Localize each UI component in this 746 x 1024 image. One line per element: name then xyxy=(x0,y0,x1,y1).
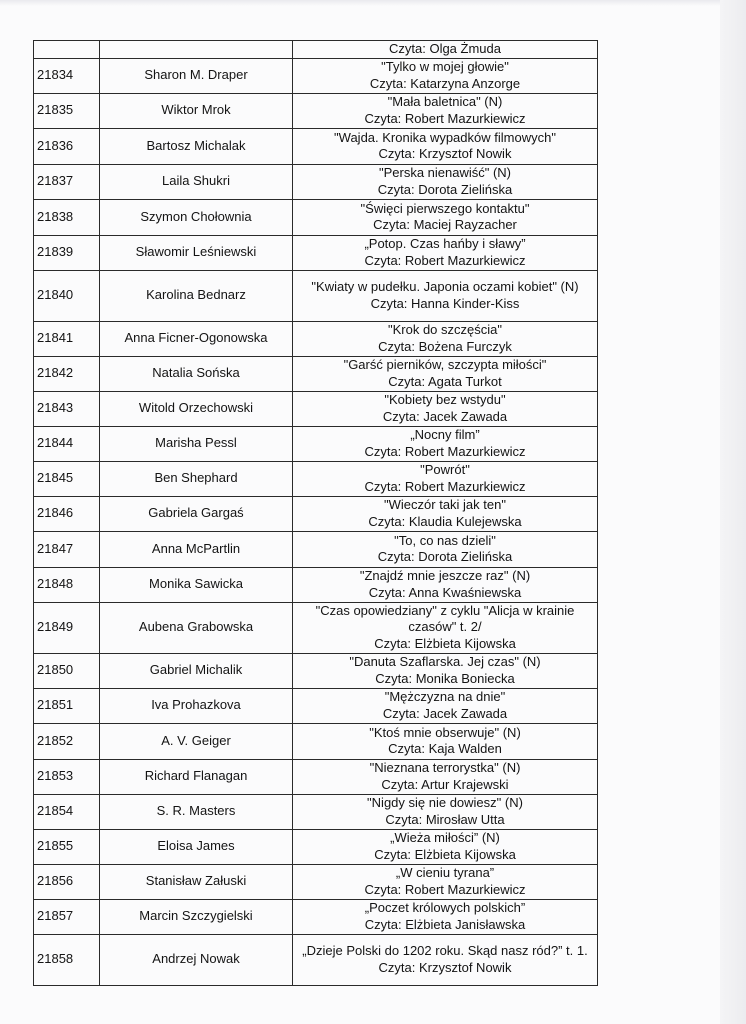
book-title: "Kobiety bez wstydu" xyxy=(384,392,506,407)
book-title: "Wieczór taki jak ten" xyxy=(384,497,506,512)
author-name: A. V. Geiger xyxy=(100,723,293,759)
title-cell xyxy=(293,653,598,688)
title-cell xyxy=(293,759,598,794)
author-name: Richard Flanagan xyxy=(100,759,293,794)
table-row xyxy=(34,235,598,270)
title-cell xyxy=(293,164,598,199)
reader-text: Czyta: Robert Mazurkiewicz xyxy=(364,252,526,268)
table-row xyxy=(34,759,598,794)
title-cell xyxy=(293,934,598,985)
reader-text: Czyta: Elżbieta Kijowska xyxy=(374,635,516,651)
reader-text: Czyta: Elżbieta Kijowska xyxy=(374,846,516,862)
book-title: "Święci pierwszego kontaktu" xyxy=(360,200,530,216)
table-row xyxy=(34,602,598,653)
reader-text: Czyta: Elżbieta Janisławska xyxy=(364,916,526,932)
author-name: Sławomir Leśniewski xyxy=(100,235,293,270)
table-row xyxy=(34,934,598,985)
reader-text: Czyta: Bożena Furczyk xyxy=(378,338,512,354)
catalog-number: 21856 xyxy=(34,864,100,899)
book-title: „Nocny film” xyxy=(410,427,480,442)
title-cell xyxy=(293,356,598,391)
table-row xyxy=(34,461,598,496)
catalog-number: 21844 xyxy=(34,426,100,461)
table-row xyxy=(34,128,598,164)
number-cell xyxy=(34,41,100,59)
table-row xyxy=(34,653,598,688)
table-row xyxy=(34,391,598,426)
catalog-number: 21854 xyxy=(34,794,100,829)
author-name: Witold Orzechowski xyxy=(100,391,293,426)
catalog-number: 21837 xyxy=(34,164,100,199)
book-title: "Wajda. Kronika wypadków filmowych" xyxy=(334,129,556,145)
book-title: "Mała baletnica" (N) xyxy=(387,94,503,109)
author-name: Anna McPartlin xyxy=(100,531,293,567)
title-cell xyxy=(293,58,598,93)
table-row xyxy=(34,426,598,461)
book-title: "Tylko w mojej głowie" xyxy=(381,59,509,74)
title-cell xyxy=(293,567,598,602)
catalog-number: 21850 xyxy=(34,653,100,688)
author-name: Marcin Szczygielski xyxy=(100,899,293,934)
author-name: Andrzej Nowak xyxy=(100,934,293,985)
author-name: Eloisa James xyxy=(100,829,293,864)
book-title: "To, co nas dzieli" xyxy=(394,532,496,548)
book-title: „Potop. Czas hańby i sławy” xyxy=(364,236,526,251)
catalog-number: 21843 xyxy=(34,391,100,426)
author-name: Marisha Pessl xyxy=(100,426,293,461)
book-title: "Powrót" xyxy=(420,462,470,477)
reader-text: Czyta: Olga Żmuda xyxy=(389,41,501,56)
reader-text: Czyta: Agata Turkot xyxy=(388,373,502,389)
author-cell xyxy=(100,41,293,59)
title-cell xyxy=(293,235,598,270)
catalog-number: 21852 xyxy=(34,723,100,759)
book-title: "Danuta Szaflarska. Jej czas" (N) xyxy=(349,654,541,669)
table-row xyxy=(34,356,598,391)
table-row xyxy=(34,164,598,199)
catalog-number: 21849 xyxy=(34,602,100,653)
table-row xyxy=(34,321,598,356)
book-title: "Mężczyzna na dnie" xyxy=(384,689,506,704)
title-cell xyxy=(293,864,598,899)
author-name: Monika Sawicka xyxy=(100,567,293,602)
author-name: Laila Shukri xyxy=(100,164,293,199)
catalog-number: 21857 xyxy=(34,899,100,934)
reader-text: Czyta: Jacek Zawada xyxy=(382,705,508,721)
author-name: Sharon M. Draper xyxy=(100,58,293,93)
book-title: "Nieznana terrorystka" (N) xyxy=(369,760,521,775)
author-name: Stanisław Załuski xyxy=(100,864,293,899)
book-title: „Poczet królowych polskich” xyxy=(364,900,526,915)
table-row xyxy=(34,899,598,934)
catalog-number: 21842 xyxy=(34,356,100,391)
author-name: Gabriela Gargaś xyxy=(100,496,293,531)
author-name: Iva Prohazkova xyxy=(100,688,293,723)
reader-text: Czyta: Mirosław Utta xyxy=(385,811,505,827)
reader-text: Czyta: Klaudia Kulejewska xyxy=(368,513,522,529)
reader-text: Czyta: Krzysztof Nowik xyxy=(378,146,512,161)
reader-text: Czyta: Robert Mazurkiewicz xyxy=(364,443,526,459)
author-name: S. R. Masters xyxy=(100,794,293,829)
reader-text: Czyta: Robert Mazurkiewicz xyxy=(364,110,526,126)
catalog-number: 21834 xyxy=(34,58,100,93)
author-name: Szymon Chołownia xyxy=(100,199,293,235)
reader-text: Czyta: Anna Kwaśniewska xyxy=(368,584,522,600)
table-row xyxy=(34,58,598,93)
title-cell xyxy=(293,93,598,128)
author-name: Ben Shephard xyxy=(100,461,293,496)
title-cell xyxy=(293,531,598,567)
author-name: Gabriel Michalik xyxy=(100,653,293,688)
catalog-number: 21839 xyxy=(34,235,100,270)
table-row xyxy=(34,864,598,899)
title-cell xyxy=(293,829,598,864)
reader-text: Czyta: Hanna Kinder-Kiss xyxy=(370,295,520,311)
title-cell xyxy=(293,391,598,426)
author-name: Natalia Sońska xyxy=(100,356,293,391)
catalog-number: 21848 xyxy=(34,567,100,602)
book-title: "Czas opowiedziany" z cyklu "Alicja w krainie czasów" t. 2/ xyxy=(315,602,575,635)
book-title: „Dzieje Polski do 1202 roku. Skąd nasz ród?” t. 1. xyxy=(302,943,588,958)
author-name: Anna Ficner-Ogonowska xyxy=(100,321,293,356)
book-title: "Perska nienawiść" (N) xyxy=(378,165,512,180)
table-row xyxy=(34,723,598,759)
title-cell xyxy=(293,723,598,759)
book-title: "Nigdy się nie dowiesz" (N) xyxy=(367,795,523,810)
table-row xyxy=(34,93,598,128)
catalog-number: 21853 xyxy=(34,759,100,794)
author-name: Wiktor Mrok xyxy=(100,93,293,128)
reader-text: Czyta: Dorota Zielińska xyxy=(377,181,513,197)
catalog-body xyxy=(34,41,598,986)
book-title: „W cieniu tyrana” xyxy=(395,865,495,880)
book-title: "Ktoś mnie obserwuje" (N) xyxy=(369,724,521,740)
reader-text: Czyta: Artur Krajewski xyxy=(381,776,509,792)
reader-text: Czyta: Maciej Rayzacher xyxy=(373,217,517,232)
reader-text: Czyta: Kaja Walden xyxy=(388,741,502,756)
book-title: "Krok do szczęścia" xyxy=(388,322,502,337)
title-cell xyxy=(293,199,598,235)
table-row xyxy=(34,567,598,602)
reader-text: Czyta: Jacek Zawada xyxy=(382,408,508,424)
catalog-number: 21855 xyxy=(34,829,100,864)
title-cell xyxy=(293,270,598,321)
catalog-number: 21835 xyxy=(34,93,100,128)
catalog-number: 21840 xyxy=(34,270,100,321)
reader-text: Czyta: Robert Mazurkiewicz xyxy=(364,478,526,494)
catalog-number: 21858 xyxy=(34,934,100,985)
author-name: Aubena Grabowska xyxy=(100,602,293,653)
title-cell xyxy=(293,321,598,356)
reader-text: Czyta: Dorota Zielińska xyxy=(377,549,513,564)
title-cell xyxy=(293,41,598,59)
title-cell xyxy=(293,688,598,723)
title-cell xyxy=(293,128,598,164)
author-name: Karolina Bednarz xyxy=(100,270,293,321)
title-cell xyxy=(293,496,598,531)
table-row xyxy=(34,531,598,567)
book-title: "Kwiaty w pudełku. Japonia oczami kobiet" (N) xyxy=(311,279,579,294)
catalog-number: 21846 xyxy=(34,496,100,531)
catalog-number: 21845 xyxy=(34,461,100,496)
reader-text: Czyta: Monika Boniecka xyxy=(375,670,515,686)
title-cell xyxy=(293,794,598,829)
book-title: "Znajdź mnie jeszcze raz" (N) xyxy=(359,568,531,583)
book-title: "Garść pierników, szczypta miłości" xyxy=(343,357,547,372)
table-row xyxy=(34,794,598,829)
table-row xyxy=(34,270,598,321)
table-row xyxy=(34,496,598,531)
table-row xyxy=(34,199,598,235)
reader-text: Czyta: Krzysztof Nowik xyxy=(378,959,512,975)
table-row xyxy=(34,688,598,723)
reader-text: Czyta: Robert Mazurkiewicz xyxy=(364,881,526,897)
audiobook-catalog-table xyxy=(33,40,598,986)
table-row xyxy=(34,829,598,864)
reader-text: Czyta: Katarzyna Anzorge xyxy=(369,75,521,91)
title-cell xyxy=(293,602,598,653)
book-title: „Wieża miłości” (N) xyxy=(390,830,500,845)
author-name: Bartosz Michalak xyxy=(100,128,293,164)
page-right-edge xyxy=(720,0,746,1024)
table-row-continued xyxy=(34,41,598,59)
catalog-number: 21841 xyxy=(34,321,100,356)
catalog-number: 21838 xyxy=(34,199,100,235)
catalog-number: 21847 xyxy=(34,531,100,567)
catalog-number: 21851 xyxy=(34,688,100,723)
title-cell xyxy=(293,899,598,934)
title-cell xyxy=(293,426,598,461)
catalog-number: 21836 xyxy=(34,128,100,164)
page-top-shadow xyxy=(0,0,746,6)
title-cell xyxy=(293,461,598,496)
